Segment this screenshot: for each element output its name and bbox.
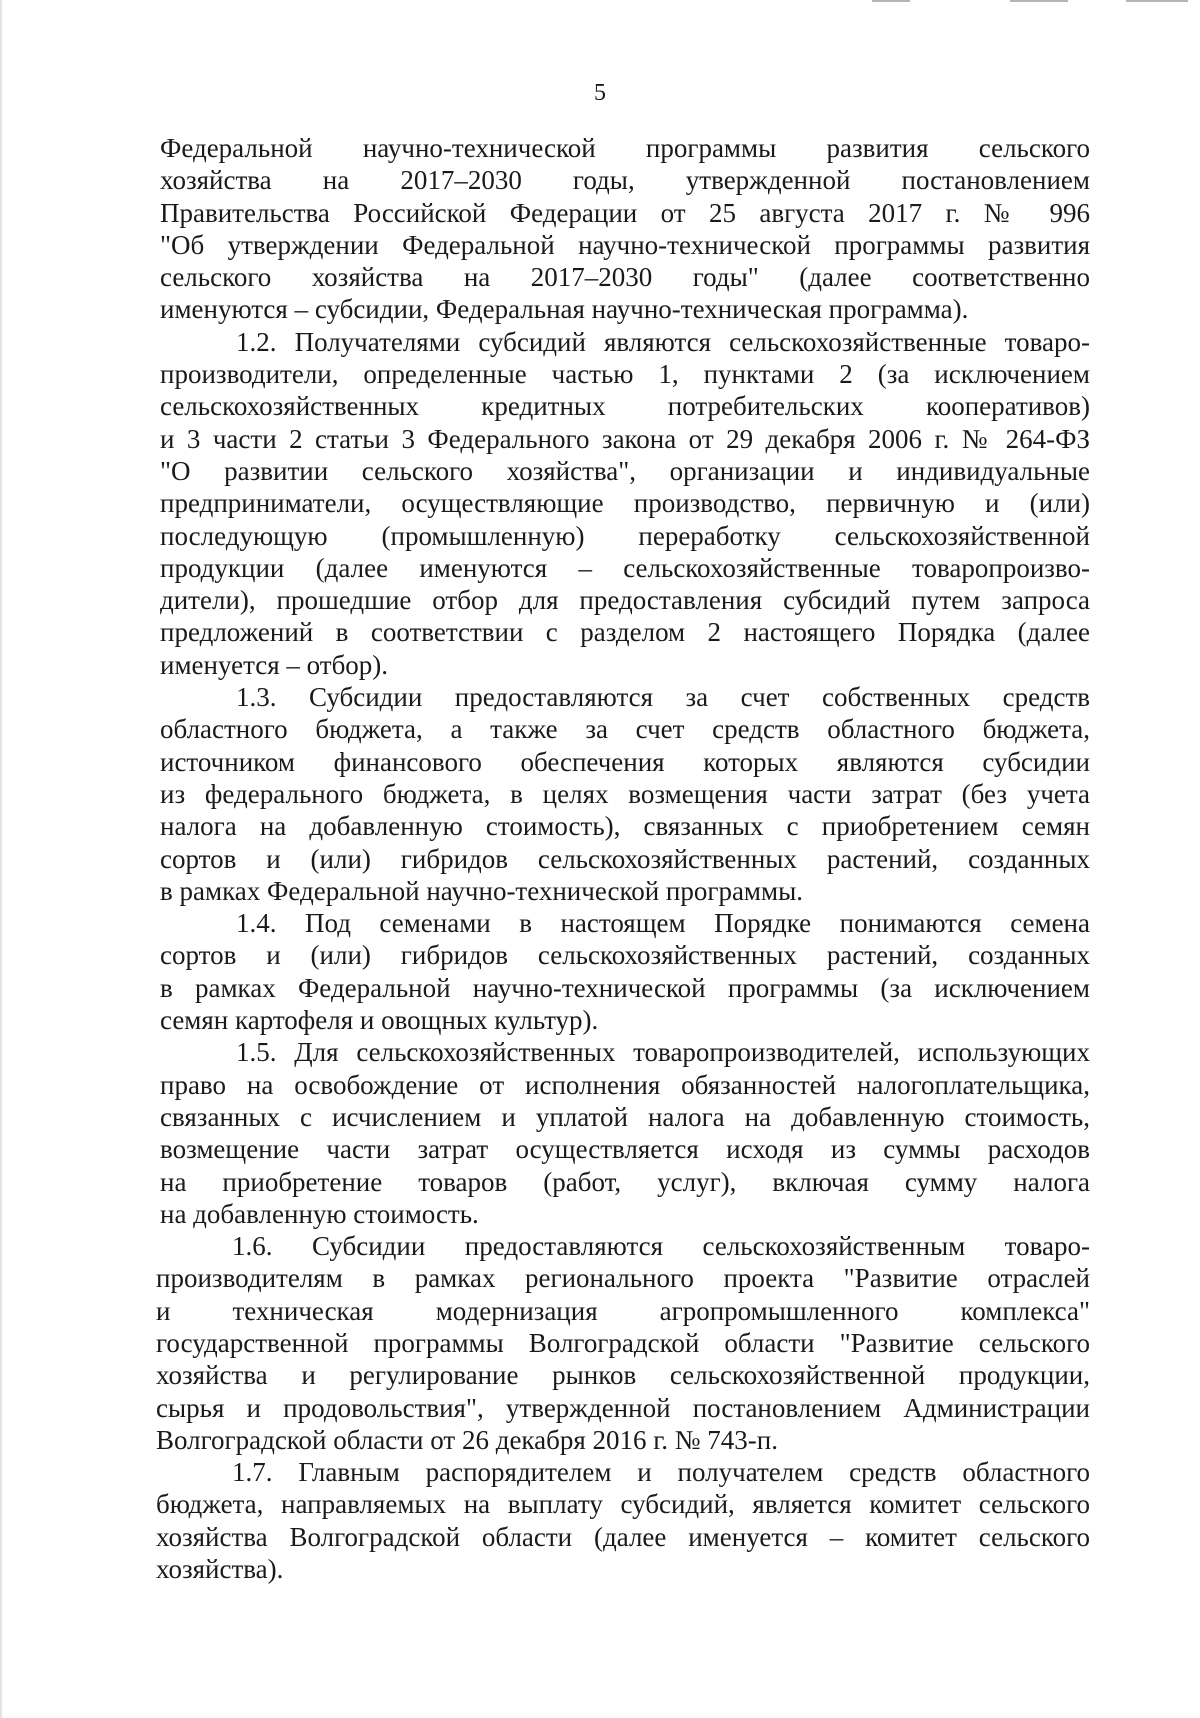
text-line: "Об утверждении Федеральной научно-технической программы развития	[160, 229, 1090, 260]
text-line: и 3 части 2 статьи 3 Федерального закона от 29 декабря 2006 г. № 264-ФЗ	[160, 423, 1090, 454]
text-line: в рамках Федеральной научно-технической программы.	[160, 875, 803, 906]
text-line: сортов и (или) гибридов сельскохозяйственных растений, созданных	[160, 940, 1090, 971]
text-line: бюджета, направляемых на выплату субсидий, является комитет сельского	[156, 1489, 1090, 1520]
text-line: хозяйства).	[156, 1554, 284, 1585]
document-body	[156, 132, 1090, 1585]
text-line: 1.3. Субсидии предоставляются за счет собственных средств	[236, 682, 1090, 713]
scan-edge	[0, 0, 3, 1718]
text-line: право на освобождение от исполнения обязанностей налогоплательщика,	[160, 1069, 1090, 1100]
page-number: 5	[594, 80, 606, 106]
text-line: хозяйства и регулирование рынков сельскохозяйственной продукции,	[156, 1360, 1090, 1391]
text-line: 1.7. Главным распорядителем и получателем средств областного	[232, 1457, 1090, 1488]
text-line: хозяйства на 2017–2030 годы, утвержденной постановлением	[160, 165, 1090, 196]
text-line: хозяйства Волгоградской области (далее именуется – комитет сельского	[156, 1521, 1090, 1552]
text-line: источником финансового обеспечения которых являются субсидии	[160, 746, 1090, 777]
text-line: на добавленную стоимость.	[160, 1198, 479, 1229]
text-line: последующую (промышленную) переработку сельскохозяйственной	[160, 520, 1090, 551]
text-line: сырья и продовольствия", утвержденной постановлением Администрации	[156, 1392, 1090, 1423]
text-line: налога на добавленную стоимость), связанных с приобретением семян	[160, 811, 1090, 842]
text-line: 1.6. Субсидии предоставляются сельскохозяйственным товаро-	[232, 1231, 1090, 1262]
paragraph-1-3	[160, 681, 1090, 907]
paragraph-1-4	[160, 907, 1090, 1036]
text-line: продукции (далее именуются – сельскохозяйственные товаропроизво-	[160, 552, 1090, 583]
text-line: производители, определенные частью 1, пунктами 2 (за исключением	[160, 359, 1090, 390]
text-line: сельского хозяйства на 2017–2030 годы" (далее соответственно	[160, 262, 1090, 293]
paragraph-1-2	[160, 326, 1090, 681]
text-line: из федерального бюджета, в целях возмещения части затрат (без учета	[160, 778, 1090, 809]
text-line: Волгоградской области от 26 декабря 2016 г. № 743-п.	[156, 1424, 779, 1455]
paragraph-1-7	[156, 1456, 1090, 1585]
text-line: Федеральной научно-технической программы развития сельского	[160, 133, 1090, 163]
text-line: предприниматели, осуществляющие производство, первичную и (или)	[160, 488, 1090, 519]
scan-mark	[872, 0, 910, 2]
text-line: именуется – отбор).	[160, 649, 389, 680]
text-line: возмещение части затрат осуществляется исходя из суммы расходов	[160, 1134, 1090, 1165]
text-line: именуются – субсидии, Федеральная научно-техническая программа).	[160, 294, 969, 325]
text-line: государственной программы Волгоградской области "Развитие сельского	[156, 1327, 1090, 1358]
text-line: предложений в соответствии с разделом 2 настоящего Порядка (далее	[160, 617, 1090, 648]
scan-mark	[1010, 0, 1068, 2]
paragraph-intro	[160, 132, 1090, 326]
text-line: связанных с исчислением и уплатой налога на добавленную стоимость,	[160, 1101, 1090, 1132]
text-line: дители), прошедшие отбор для предоставления субсидий путем запроса	[160, 585, 1090, 616]
text-line: 1.2. Получателями субсидий являются сельскохозяйственные товаро-	[236, 326, 1090, 357]
text-line: "О развитии сельского хозяйства", организации и индивидуальные	[160, 455, 1090, 486]
paragraph-1-5	[160, 1036, 1090, 1230]
text-line: сортов и (или) гибридов сельскохозяйственных растений, созданных	[160, 843, 1090, 874]
scan-mark	[1126, 0, 1188, 2]
text-line: 1.4. Под семенами в настоящем Порядке понимаются семена	[236, 908, 1090, 939]
text-line: на приобретение товаров (работ, услуг), включая сумму налога	[160, 1166, 1090, 1197]
text-line: Правительства Российской Федерации от 25 августа 2017 г. № 996	[160, 197, 1090, 228]
paragraph-1-6	[156, 1230, 1090, 1456]
text-line: семян картофеля и овощных культур).	[160, 1005, 599, 1036]
text-line: 1.5. Для сельскохозяйственных товаропроизводителей, использующих	[236, 1037, 1090, 1068]
text-line: областного бюджета, а также за счет средств областного бюджета,	[160, 714, 1090, 745]
text-line: сельскохозяйственных кредитных потребительских кооперативов)	[160, 391, 1090, 422]
text-line: в рамках Федеральной научно-технической программы (за исключением	[160, 972, 1090, 1003]
text-line: производителям в рамках регионального проекта "Развитие отраслей	[156, 1263, 1090, 1294]
text-line: и техническая модернизация агропромышленного комплекса"	[156, 1295, 1090, 1326]
